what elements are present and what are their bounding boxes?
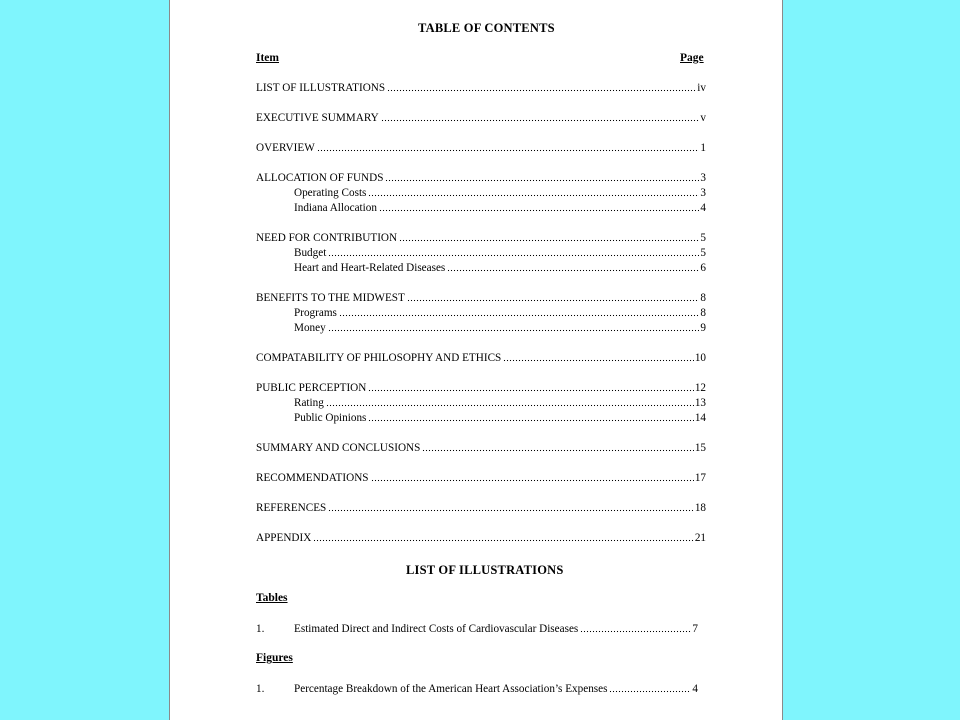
item-column-header: Item [256,52,279,64]
toc-entry-label: OVERVIEW [256,142,315,154]
toc-entry-budget[interactable] [294,246,706,260]
toc-entry-programs[interactable] [294,306,706,320]
figure-entry-label: Percentage Breakdown of the American Heart Association’s Expenses [294,683,608,695]
figure-entry[interactable] [256,682,698,696]
page-column-header: Page [680,52,704,64]
toc-entry-page: v [700,112,706,124]
toc-entry-money[interactable] [294,321,706,335]
tables-heading: Tables [256,592,288,604]
toc-entry-indiana-allocation[interactable] [294,201,706,215]
dot-leader [447,269,699,272]
document-page [169,0,783,720]
toc-entry-page: 6 [700,262,706,274]
dot-leader [399,239,699,242]
table-entry[interactable] [256,622,698,636]
toc-entry-label: ALLOCATION OF FUNDS [256,172,384,184]
dot-leader [339,314,700,317]
figure-entry-page: 4 [692,683,698,695]
toc-entry-compatability[interactable] [256,351,706,365]
toc-entry-label: Programs [294,307,337,319]
toc-entry-label: Rating [294,397,324,409]
toc-entry-page: 12 [694,382,706,394]
dot-leader [368,389,693,392]
dot-leader [379,209,699,212]
toc-entry-overview[interactable] [256,141,706,155]
dot-leader [328,254,699,257]
toc-entry-label: Operating Costs [294,187,367,199]
toc-entry-page: 13 [694,397,706,409]
toc-entry-label: SUMMARY AND CONCLUSIONS [256,442,421,454]
toc-entry-page: 8 [700,307,706,319]
table-entry-label: Estimated Direct and Indirect Costs of Cardiovascular Diseases [294,623,579,635]
toc-entry-label: LIST OF ILLUSTRATIONS [256,82,386,94]
dot-leader [328,329,700,332]
figures-heading: Figures [256,652,293,664]
table-entry-number: 1. [256,623,265,635]
toc-entry-label: APPENDIX [256,532,312,544]
toc-title: TABLE OF CONTENTS [418,21,555,35]
dot-leader [368,194,699,197]
dot-leader [381,119,700,122]
toc-entry-label: COMPATABILITY OF PHILOSOPHY AND ETHICS [256,352,502,364]
toc-entry-label: RECOMMENDATIONS [256,472,369,484]
dot-leader [387,89,696,92]
dot-leader [371,479,694,482]
toc-entry-label: Budget [294,247,327,259]
toc-entry-label: BENEFITS TO THE MIDWEST [256,292,405,304]
list-of-illustrations-title: LIST OF ILLUSTRATIONS [406,563,564,577]
toc-entry-list-of-illustrations[interactable] [256,81,706,95]
toc-entry-page: 3 [700,172,706,184]
toc-entry-need-for-contribution[interactable] [256,231,706,245]
toc-entry-label: Indiana Allocation [294,202,377,214]
toc-entry-page: 17 [694,472,706,484]
toc-entry-label: Public Opinions [294,412,367,424]
dot-leader [368,419,693,422]
toc-entry-page: 21 [694,532,706,544]
dot-leader [317,149,700,152]
toc-entry-label: REFERENCES [256,502,327,514]
dot-leader [609,690,691,693]
toc-entry-page: 8 [700,292,706,304]
toc-entry-references[interactable] [256,501,706,515]
toc-entry-executive-summary[interactable] [256,111,706,125]
dot-leader [313,539,693,542]
toc-entry-page: 15 [694,442,706,454]
toc-entry-public-perception[interactable] [256,381,706,395]
toc-entry-page: 4 [700,202,706,214]
toc-entry-page: 1 [700,142,706,154]
dot-leader [503,359,694,362]
dot-leader [580,630,691,633]
toc-entry-page: iv [697,82,706,94]
toc-entry-page: 18 [694,502,706,514]
toc-entry-public-opinions[interactable] [294,411,706,425]
dot-leader [326,404,694,407]
toc-entry-label: Heart and Heart-Related Diseases [294,262,446,274]
toc-entry-label: Money [294,322,326,334]
toc-entry-allocation-of-funds[interactable] [256,171,706,185]
toc-entry-summary-and-conclusions[interactable] [256,441,706,455]
toc-entry-heart-diseases[interactable] [294,261,706,275]
toc-entry-appendix[interactable] [256,531,706,545]
toc-entry-page: 9 [700,322,706,334]
toc-entry-page: 3 [700,187,706,199]
toc-entry-benefits-to-the-midwest[interactable] [256,291,706,305]
toc-entry-label: EXECUTIVE SUMMARY [256,112,379,124]
dot-leader [328,509,694,512]
toc-entry-recommendations[interactable] [256,471,706,485]
toc-entry-page: 5 [700,247,706,259]
toc-entry-operating-costs[interactable] [294,186,706,200]
toc-entry-label: PUBLIC PERCEPTION [256,382,367,394]
dot-leader [385,179,699,182]
toc-entry-page: 5 [700,232,706,244]
figure-entry-number: 1. [256,683,265,695]
toc-entry-page: 10 [694,352,706,364]
toc-entry-label: NEED FOR CONTRIBUTION [256,232,398,244]
dot-leader [407,299,700,302]
toc-entry-page: 14 [694,412,706,424]
toc-entry-rating[interactable] [294,396,706,410]
table-entry-page: 7 [692,623,698,635]
dot-leader [422,449,693,452]
